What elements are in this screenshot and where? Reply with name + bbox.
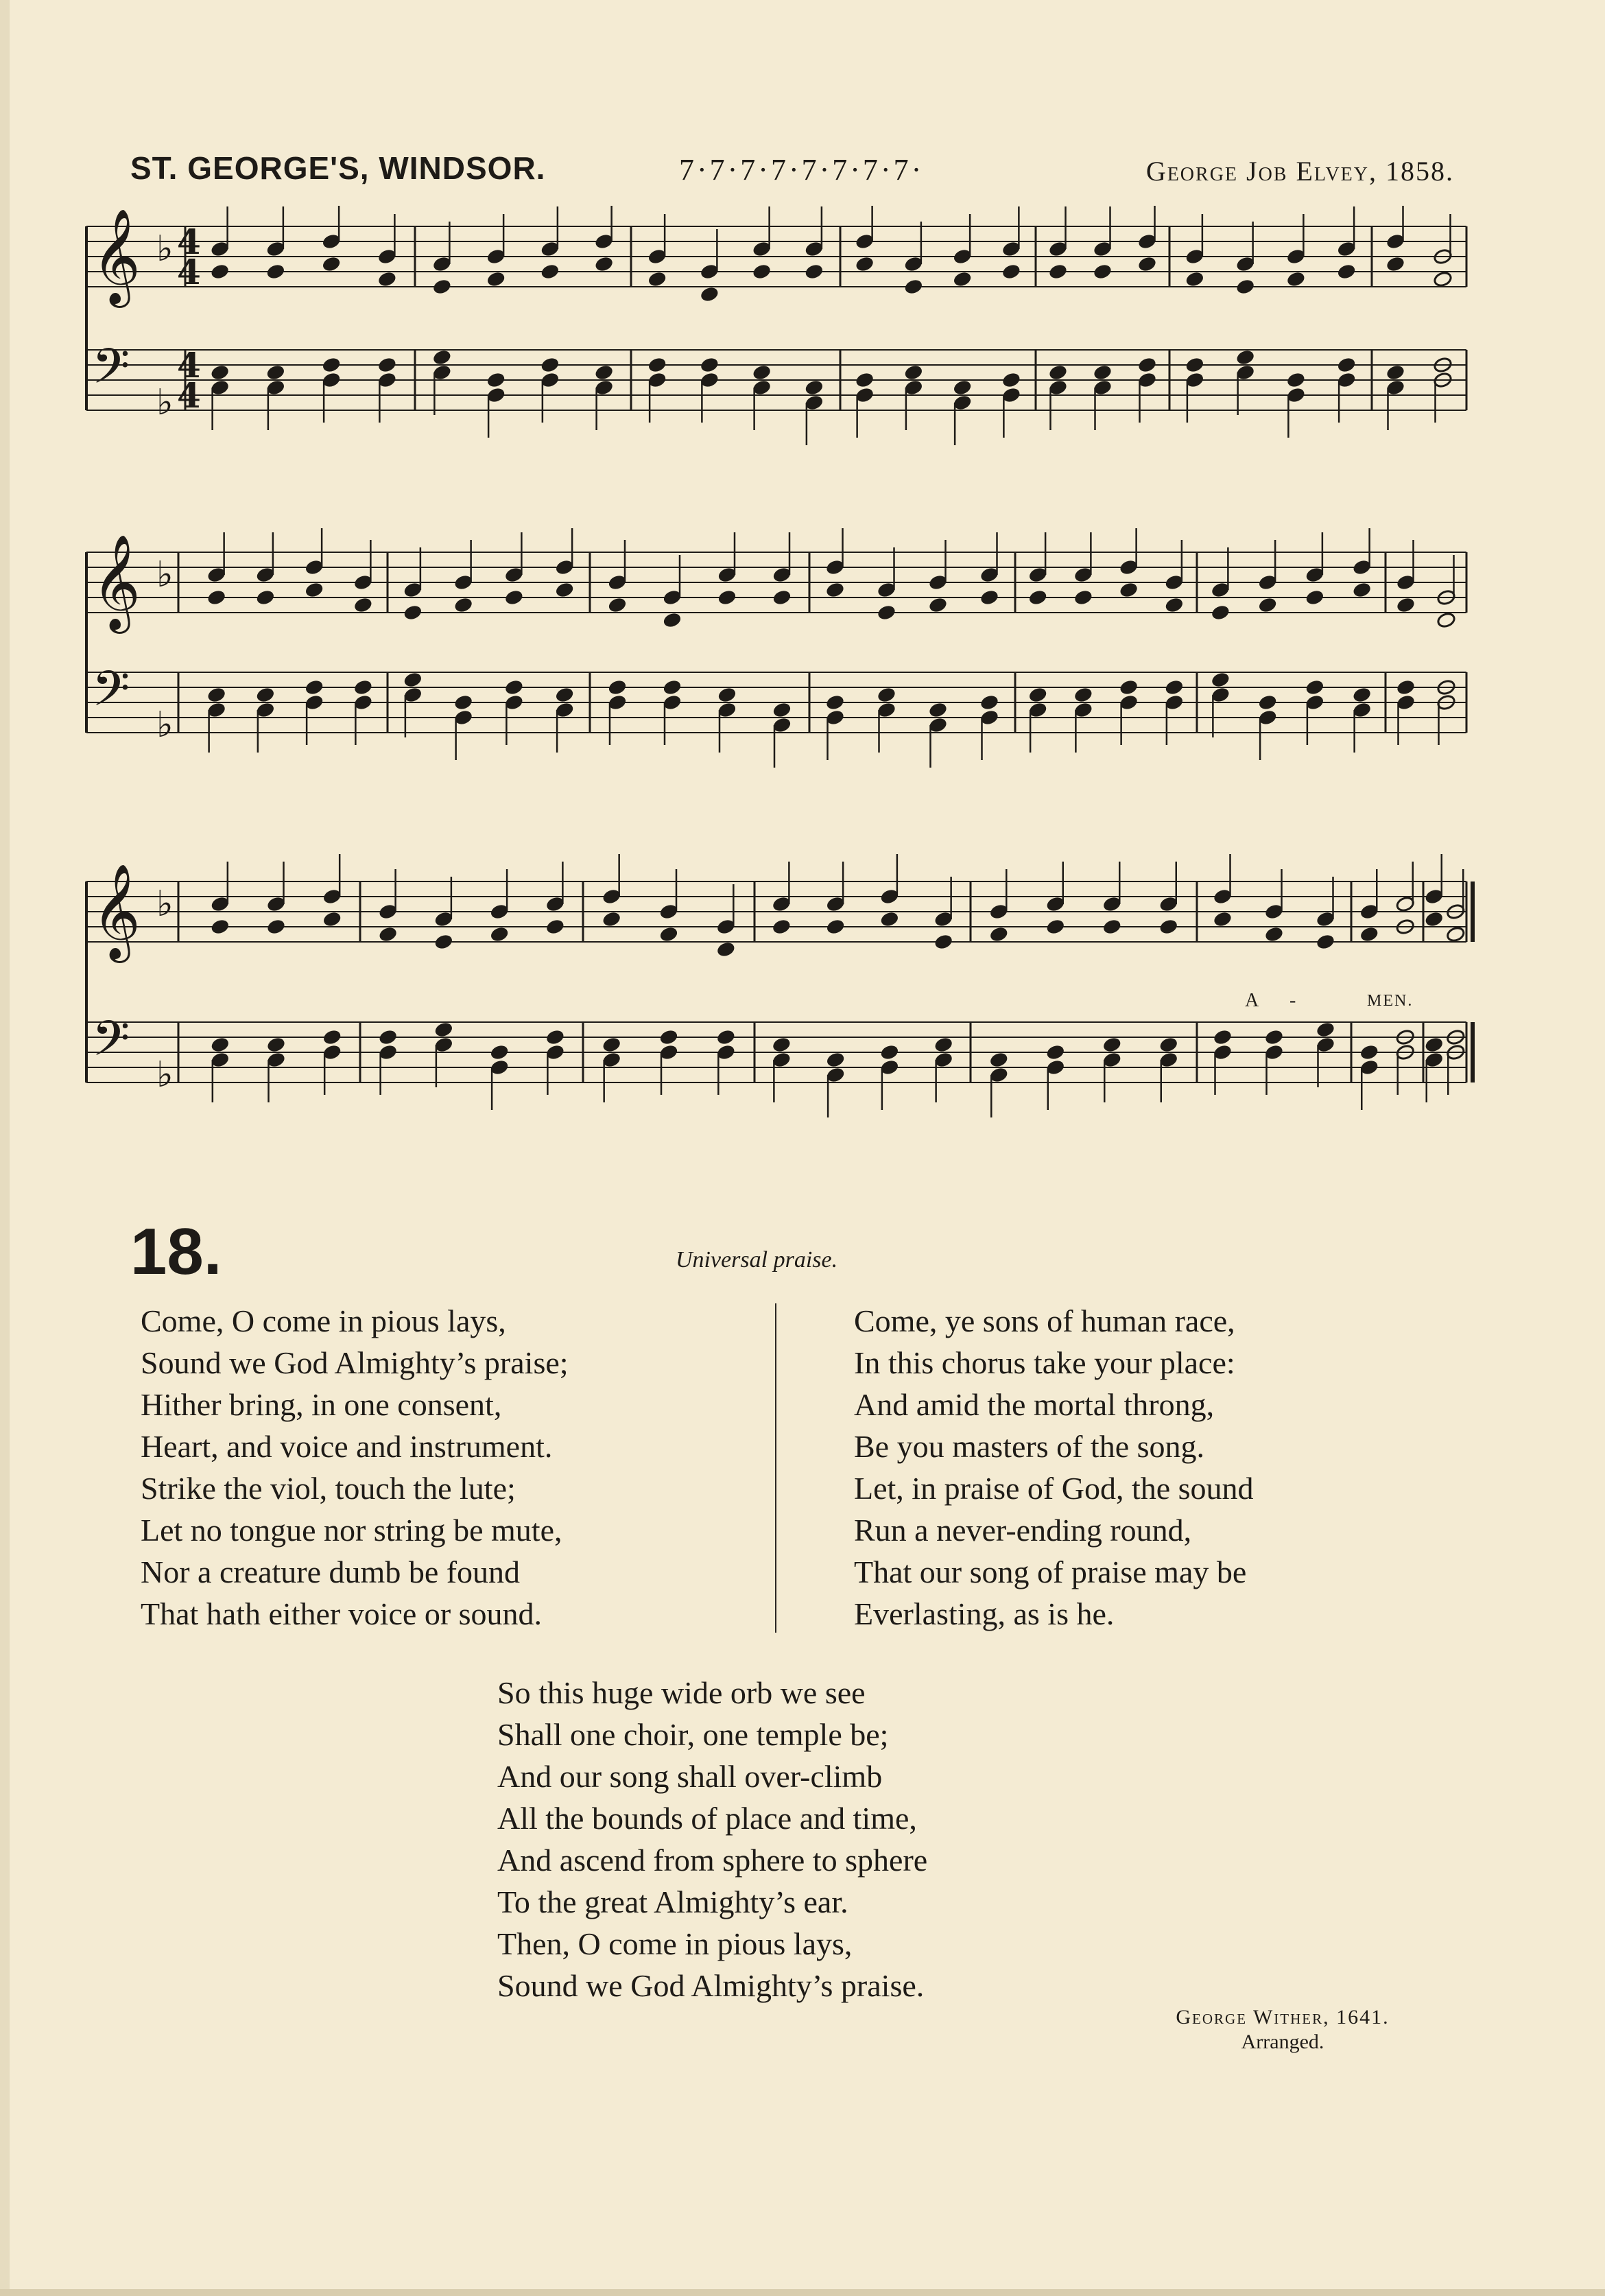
note-head-lower: [1102, 919, 1122, 936]
time-signature-glyph: 4: [177, 222, 201, 262]
note-head-lower: [1028, 589, 1048, 606]
note-head: [663, 679, 682, 696]
verse-line: To the great Almighty’s ear.: [497, 1884, 848, 1919]
note-head: [752, 364, 772, 381]
note-head: [378, 1029, 398, 1046]
note-head-lower: [1359, 926, 1379, 943]
note-head: [825, 694, 845, 711]
tune-header: [130, 150, 1454, 198]
note-head-lower: [545, 919, 565, 936]
note-head: [1305, 679, 1325, 696]
note-head-lower: [322, 911, 342, 928]
page-bottom-edge: [0, 2289, 1605, 2296]
stanza-3: [497, 1672, 927, 2007]
note-head-lower: [1045, 919, 1065, 936]
note-head: [377, 357, 397, 374]
note-head: [322, 357, 342, 374]
music-system-1: [82, 206, 1475, 487]
music-system-2: [82, 528, 1475, 809]
hymn-subject: Universal praise.: [676, 1247, 838, 1273]
verse-line: Heart, and voice and instrument.: [141, 1429, 553, 1464]
note-head-lower: [540, 263, 560, 281]
note-head-lower: [716, 941, 736, 958]
note-head: [953, 379, 973, 397]
note-head: [434, 1021, 454, 1039]
music-system-2-svg: [82, 528, 1475, 809]
hymn-number: 18.: [130, 1215, 222, 1288]
verse-line: Then, O come in pious lays,: [497, 1926, 853, 1961]
note-head-lower: [1211, 604, 1230, 622]
note-head: [647, 357, 667, 374]
note-head: [353, 679, 373, 696]
verse-line: Hither bring, in one consent,: [141, 1387, 502, 1422]
note-head-lower: [904, 279, 924, 296]
note-head: [989, 1052, 1009, 1069]
note-head-lower: [432, 279, 452, 296]
note-head-lower: [1001, 263, 1021, 281]
note-head-lower: [826, 919, 846, 936]
note-head: [1119, 679, 1139, 696]
note-head-lower: [805, 263, 824, 281]
note-head: [979, 694, 999, 711]
note-head: [1165, 679, 1185, 696]
note-head-lower: [256, 589, 276, 606]
note-head: [880, 1044, 900, 1061]
treble-clef-icon: 𝄞: [92, 534, 141, 630]
time-signature-glyph: 4: [177, 345, 201, 386]
note-head-lower: [1258, 597, 1278, 614]
system-staves: [86, 209, 1466, 423]
tune-composer: George Job Elvey, 1858.: [1145, 156, 1454, 187]
column-divider: [775, 1303, 776, 1633]
note-head-lower: [1386, 256, 1405, 273]
note-head: [594, 364, 614, 381]
note-head-lower: [594, 256, 614, 273]
music-system-3: [82, 854, 1475, 1149]
note-head: [716, 1029, 736, 1046]
verse-line: Be you masters of the song.: [854, 1429, 1205, 1464]
verse-line: Run a never-ending round,: [854, 1513, 1192, 1548]
note-head: [1258, 694, 1278, 711]
music-system-3-svg: [82, 854, 1475, 1149]
verse-line: Sound we God Almighty’s praise;: [141, 1345, 569, 1380]
system-notes: [206, 528, 1455, 768]
note-head: [266, 1037, 286, 1054]
note-head: [256, 687, 276, 704]
note-head-lower: [717, 589, 737, 606]
note-head-lower: [1316, 934, 1335, 951]
note-head-lower: [1286, 271, 1306, 288]
note-head: [1264, 1029, 1284, 1046]
note-head-lower: [772, 919, 792, 936]
hymn-attribution: [1152, 2005, 1413, 2055]
note-head: [877, 687, 896, 704]
tune-meter: 7·7·7·7·7·7·7·7·: [679, 153, 925, 187]
bass-clef-icon: 𝄢: [92, 1010, 130, 1079]
flat-key-signature-icon: ♭: [156, 705, 174, 746]
note-head: [211, 1037, 230, 1054]
note-head-lower: [1073, 589, 1093, 606]
note-head: [453, 694, 473, 711]
note-head-lower: [403, 604, 423, 622]
flat-key-signature-icon: ♭: [156, 228, 174, 270]
verse-line: Shall one choir, one temple be;: [497, 1717, 889, 1752]
note-head: [1286, 372, 1306, 389]
note-head-lower: [211, 919, 230, 936]
note-head: [855, 372, 875, 389]
note-head-lower: [1213, 911, 1233, 928]
note-head: [659, 1029, 679, 1046]
note-head: [555, 687, 575, 704]
note-head-lower: [989, 926, 1009, 943]
note-head-lower: [979, 589, 999, 606]
note-head: [540, 357, 560, 374]
note-head: [490, 1044, 510, 1061]
note-head-lower: [1235, 279, 1255, 296]
note-head-lower: [934, 934, 953, 951]
note-head: [545, 1029, 565, 1046]
note-head-lower: [880, 911, 900, 928]
note-head: [602, 1037, 621, 1054]
verse-line: Nor a creature dumb be found: [141, 1554, 521, 1589]
note-head-lower: [700, 286, 720, 303]
note-head: [266, 364, 286, 381]
note-head-lower: [659, 926, 679, 943]
note-head-lower: [486, 271, 506, 288]
note-head: [403, 672, 423, 689]
note-head-lower: [353, 597, 373, 614]
note-head: [1316, 1021, 1335, 1039]
note-head: [322, 1029, 342, 1046]
note-head-lower: [1446, 926, 1466, 943]
note-head: [608, 679, 628, 696]
note-head-lower: [1396, 597, 1416, 614]
note-head: [305, 679, 324, 696]
tune-name: ST. GEORGE'S, WINDSOR.: [130, 150, 546, 186]
verse-line: Come, O come in pious lays,: [141, 1303, 506, 1338]
note-head: [432, 349, 452, 366]
note-head: [1158, 1037, 1178, 1054]
note-head-lower: [434, 934, 454, 951]
note-head-lower: [1433, 271, 1453, 288]
note-head-lower: [855, 256, 875, 273]
note-head: [717, 687, 737, 704]
note-head-lower: [1305, 589, 1325, 606]
note-head-lower: [322, 256, 342, 273]
verse-line: In this chorus take your place:: [854, 1345, 1235, 1380]
time-signature-glyph: 4: [177, 375, 201, 416]
note-head: [1093, 364, 1113, 381]
note-head-lower: [377, 271, 397, 288]
note-head-lower: [490, 926, 510, 943]
note-head-lower: [1048, 263, 1068, 281]
note-head: [1001, 372, 1021, 389]
note-head-lower: [772, 589, 792, 606]
verse-line: Strike the viol, touch the lute;: [141, 1471, 516, 1506]
note-head-lower: [928, 597, 948, 614]
note-head: [1359, 1044, 1379, 1061]
music-system-1-svg: [82, 206, 1475, 487]
note-head: [1045, 1044, 1065, 1061]
verse-line: So this huge wide orb we see: [497, 1675, 866, 1710]
note-head-lower: [266, 919, 286, 936]
amen-syllable-1: A: [1245, 990, 1261, 1011]
note-head: [1337, 357, 1357, 374]
arrangement-note: Arranged.: [1241, 2031, 1324, 2053]
verse-line: Everlasting, as is he.: [854, 1596, 1115, 1631]
note-head-lower: [555, 582, 575, 599]
verse-line: That hath either voice or sound.: [141, 1596, 543, 1631]
note-head-lower: [1352, 582, 1372, 599]
note-head: [1396, 679, 1416, 696]
note-head: [1386, 364, 1405, 381]
note-head-lower: [1165, 597, 1185, 614]
note-head-lower: [378, 926, 398, 943]
note-head-lower: [953, 271, 973, 288]
note-head-lower: [206, 589, 226, 606]
note-head: [934, 1037, 953, 1054]
note-head-lower: [210, 263, 230, 281]
note-head: [1235, 349, 1255, 366]
verse-line: Sound we God Almighty’s praise.: [497, 1968, 925, 2003]
verse-line: And amid the mortal throng,: [854, 1387, 1215, 1422]
note-head: [1073, 687, 1093, 704]
note-head-lower: [1185, 271, 1205, 288]
note-head: [210, 364, 230, 381]
note-head-lower: [453, 597, 473, 614]
note-head-lower: [504, 589, 524, 606]
flat-key-signature-icon: ♭: [156, 554, 174, 595]
note-head-lower: [1264, 926, 1284, 943]
note-head: [805, 379, 824, 397]
note-head: [904, 364, 924, 381]
note-head-lower: [266, 263, 286, 281]
note-head: [1352, 687, 1372, 704]
bass-clef-icon: 𝄢: [92, 661, 130, 729]
note-head: [1211, 672, 1230, 689]
note-head: [1102, 1037, 1122, 1054]
note-head: [772, 702, 792, 719]
note-head: [486, 372, 506, 389]
note-head: [1048, 364, 1068, 381]
flat-key-signature-icon: ♭: [156, 1054, 174, 1096]
treble-clef-icon: 𝄞: [92, 864, 141, 959]
verse-line: Let, in praise of God, the sound: [854, 1471, 1254, 1506]
note-head-lower: [1093, 263, 1113, 281]
bass-clef-icon: 𝄢: [92, 338, 130, 407]
page-binding-edge: [0, 0, 10, 2296]
verse-line: All the bounds of place and time,: [497, 1801, 917, 1836]
note-head-lower: [647, 271, 667, 288]
time-signature-glyph: 4: [177, 252, 201, 292]
note-head-lower: [877, 604, 896, 622]
treble-clef-icon: 𝄞: [92, 209, 141, 304]
note-head: [1424, 1037, 1444, 1054]
amen-syllable-2: -: [1289, 990, 1298, 1011]
verse-line: And our song shall over-climb: [497, 1759, 883, 1794]
note-head: [504, 679, 524, 696]
stanza-2: [854, 1300, 1254, 1635]
note-head-lower: [1137, 256, 1157, 273]
stanza-1: [141, 1300, 569, 1635]
note-head-lower: [305, 582, 324, 599]
note-head: [1137, 357, 1157, 374]
note-head: [206, 687, 226, 704]
note-head-lower: [825, 582, 845, 599]
note-head-lower: [602, 911, 621, 928]
note-head-lower: [752, 263, 772, 281]
verse-line: That our song of praise may be: [854, 1554, 1247, 1589]
note-head-lower: [663, 612, 682, 629]
note-head: [1185, 357, 1205, 374]
text-author: George Wither, 1641.: [1176, 2006, 1390, 2028]
note-head-lower: [608, 597, 628, 614]
note-head-lower: [1158, 919, 1178, 936]
note-head-lower: [1436, 612, 1456, 629]
note-head-lower: [1119, 582, 1139, 599]
verse-line: Come, ye sons of human race,: [854, 1303, 1235, 1338]
verse-line: Let no tongue nor string be mute,: [141, 1513, 562, 1548]
flat-key-signature-icon: ♭: [156, 884, 174, 925]
note-head: [928, 702, 948, 719]
amen-syllable-3: MEN.: [1367, 992, 1414, 1010]
verse-line: And ascend from sphere to sphere: [497, 1843, 928, 1878]
note-head: [772, 1037, 792, 1054]
note-head-lower: [1337, 263, 1357, 281]
note-head: [826, 1052, 846, 1069]
note-head: [700, 357, 720, 374]
note-head: [1213, 1029, 1233, 1046]
flat-key-signature-icon: ♭: [156, 382, 174, 423]
note-head-lower: [1424, 911, 1444, 928]
system-notes: [211, 854, 1466, 1117]
note-head: [1028, 687, 1048, 704]
